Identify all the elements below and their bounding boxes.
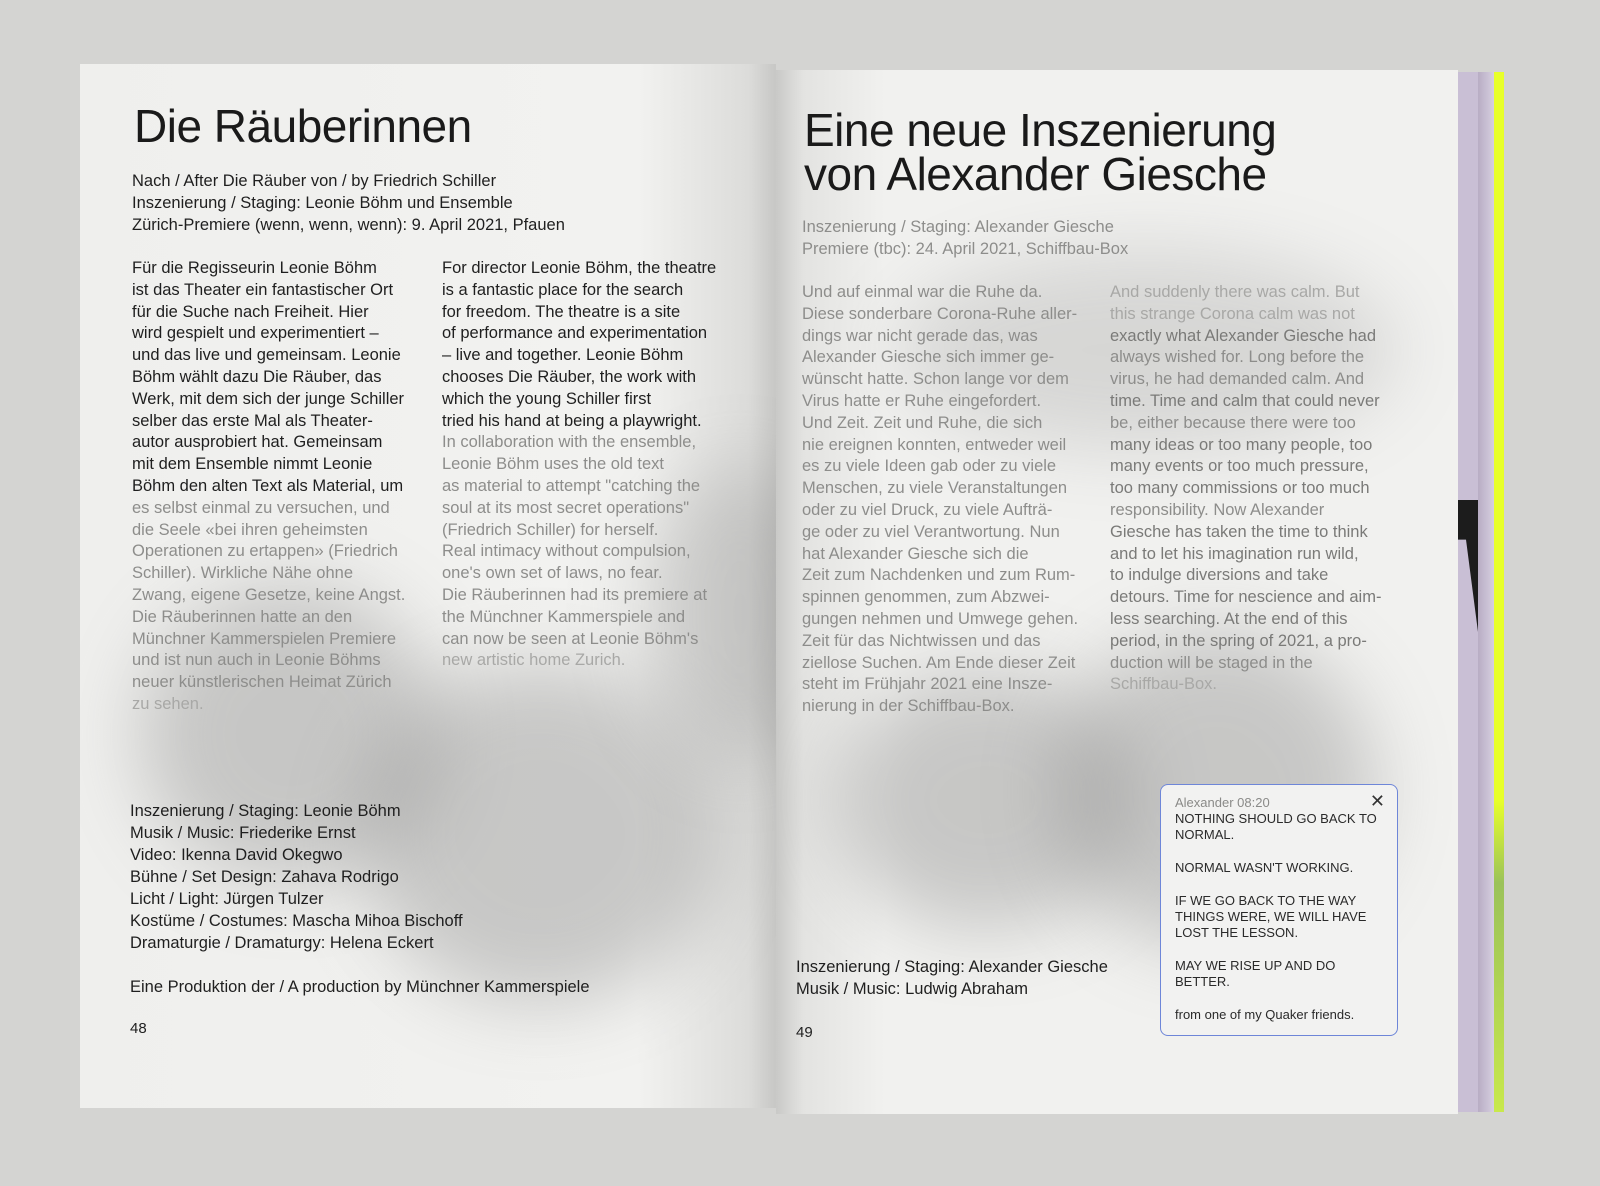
text-line: And suddenly there was calm. But: [1110, 283, 1360, 301]
meta-line: Zürich-Premiere (wenn, wenn, wenn): 9. April 2021, Pfauen: [132, 216, 565, 234]
text-line: hat Alexander Giesche sich die: [802, 544, 1029, 563]
text-line: many ideas or too many people, too: [1110, 435, 1373, 454]
sender-time: Alexander 08:20: [1175, 795, 1270, 810]
title-line: von Alexander Giesche: [804, 148, 1267, 200]
text-line: autor ausprobiert hat. Gemeinsam: [132, 433, 383, 452]
message-line: MAY WE RISE UP AND DO BETTER.: [1175, 958, 1336, 989]
credits-list: [130, 800, 463, 954]
message-source: from one of my Quaker friends.: [1175, 1007, 1355, 1022]
text-line: duction will be staged in the: [1110, 653, 1313, 672]
text-line: Alexander Giesche sich immer ge-: [802, 348, 1055, 367]
credit-line: Musik / Music: Friederike Ernst: [130, 824, 356, 842]
text-line: Und auf einmal war die Ruhe da.: [802, 283, 1043, 301]
text-line: time. Time and calm that could never: [1110, 391, 1380, 410]
text-line: can now be seen at Leonie Böhm's: [442, 629, 699, 648]
text-line: which the young Schiller first: [442, 389, 652, 408]
page-number: 49: [796, 1024, 813, 1041]
english-text-column: [442, 258, 716, 672]
text-line: oder zu viel Druck, zu viele Aufträ-: [802, 500, 1053, 519]
left-page: [80, 64, 776, 1108]
text-line: detours. Time for nescience and aim-: [1110, 588, 1382, 607]
text-line: many events or too much pressure,: [1110, 457, 1369, 476]
text-line: the Münchner Kammerspiele and: [442, 607, 686, 626]
text-line: ziellose Suchen. Am Ende dieser Zeit: [802, 653, 1076, 672]
text-line: Virus hatte er Ruhe eingefordert.: [802, 391, 1042, 410]
text-line: zu sehen.: [132, 694, 204, 713]
text-line: Böhm wählt dazu Die Räuber, das: [132, 367, 382, 386]
text-line: und das live und gemeinsam. Leonie: [132, 346, 401, 365]
text-line: nie ereignen konnten, entweder weil: [802, 435, 1067, 454]
text-line: Diese sonderbare Corona-Ruhe aller-: [802, 304, 1078, 323]
text-line: In collaboration with the ensemble,: [442, 433, 697, 452]
text-line: virus, he had demanded calm. And: [1110, 370, 1365, 389]
text-line: und ist nun auch in Leonie Böhms: [132, 651, 381, 670]
text-line: for freedom. The theatre is a site: [442, 302, 681, 321]
meta-line: Nach / After Die Räuber von / by Friedrich Schiller: [132, 172, 497, 190]
text-line: Leonie Böhm uses the old text: [442, 455, 664, 474]
meta-line: Inszenierung / Staging: Leonie Böhm und Ensemble: [132, 194, 513, 212]
text-line: dings war nicht gerade das, was: [802, 326, 1038, 345]
text-line: Werk, mit dem sich der junge Schiller: [132, 389, 405, 408]
credit-line: Musik / Music: Ludwig Abraham: [796, 980, 1029, 998]
text-line: die Seele «bei ihren geheimsten: [132, 520, 368, 539]
text-line: is a fantastic place for the search: [442, 280, 684, 299]
text-line: period, in the spring of 2021, a pro-: [1110, 631, 1367, 650]
text-line: Und Zeit. Zeit und Ruhe, die sich: [802, 413, 1043, 432]
credits-list: [796, 956, 1108, 1000]
text-line: (Friedrich Schiller) for herself.: [442, 520, 659, 539]
german-text-column: [132, 258, 405, 716]
text-line: one's own set of laws, no fear.: [442, 564, 663, 583]
text-line: wünscht hatte. Schon lange vor dem: [802, 370, 1069, 389]
credit-line: Bühne / Set Design: Zahava Rodrigo: [130, 868, 399, 886]
credit-line: Licht / Light: Jürgen Tulzer: [130, 890, 324, 908]
text-line: responsibility. Now Alexander: [1110, 500, 1325, 519]
text-line: wird gespielt und experimentiert –: [132, 324, 379, 343]
text-line: Münchner Kammerspielen Premiere: [132, 629, 397, 648]
page-title: Die Räuberinnen: [134, 100, 472, 152]
text-line: too many commissions or too much: [1110, 479, 1370, 498]
credit-line: Kostüme / Costumes: Mascha Mihoa Bischoff: [130, 912, 463, 930]
text-line: Zeit zum Nachdenken und zum Rum-: [802, 566, 1076, 585]
meta-line: Premiere (tbc): 24. April 2021, Schiffbau-Box: [802, 240, 1129, 258]
page-number: 48: [130, 1020, 147, 1037]
text-line: – live and together. Leonie Böhm: [442, 346, 684, 365]
text-line: exactly what Alexander Giesche had: [1110, 326, 1376, 345]
text-line: Die Räuberinnen hatte an den: [132, 607, 353, 626]
text-line: ge oder zu viel Verantwortung. Nun: [802, 522, 1060, 541]
german-text-column: [802, 282, 1078, 718]
close-icon[interactable]: ✕: [1369, 791, 1385, 811]
text-line: gungen nehmen und Umwege gehen.: [802, 609, 1079, 628]
credit-line: Inszenierung / Staging: Alexander Giesche: [796, 958, 1108, 976]
text-line: and to let his imagination run wild,: [1110, 544, 1359, 563]
title-line: Eine neue Inszenierung: [804, 104, 1277, 156]
text-line: spinnen genommen, zum Abzwei-: [802, 588, 1050, 607]
text-line: es zu viele Ideen gab oder zu viele: [802, 457, 1057, 476]
text-line: For director Leonie Böhm, the theatre: [442, 259, 717, 277]
message-notification[interactable]: [1160, 784, 1398, 1036]
text-line: Schiller). Wirkliche Nähe ohne: [132, 564, 354, 583]
text-line: Real intimacy without compulsion,: [442, 542, 691, 561]
text-line: new artistic home Zurich.: [442, 651, 626, 670]
text-line: neuer künstlerischen Heimat Zürich: [132, 673, 392, 692]
english-text-column: [1110, 282, 1381, 696]
text-line: nierung in der Schiffbau-Box.: [802, 697, 1015, 716]
text-line: soul at its most secret operations": [442, 498, 690, 517]
text-line: always wished for. Long before the: [1110, 348, 1365, 367]
text-line: es selbst einmal zu versuchen, und: [132, 498, 390, 517]
text-line: Böhm den alten Text als Material, um: [132, 476, 404, 495]
text-line: steht im Frühjahr 2021 eine Insze-: [802, 675, 1053, 694]
text-line: this strange Corona calm was not: [1110, 304, 1355, 323]
text-line: selber das erste Mal als Theater-: [132, 411, 373, 430]
text-line: Schiffbau-Box.: [1110, 675, 1218, 694]
production-meta: [802, 216, 1128, 260]
message-line: NORMAL WASN'T WORKING.: [1175, 860, 1354, 875]
page-title: [804, 104, 1277, 200]
text-line: to indulge diversions and take: [1110, 566, 1329, 585]
text-line: less searching. At the end of this: [1110, 609, 1348, 628]
meta-line: Inszenierung / Staging: Alexander Giesche: [802, 218, 1114, 236]
text-line: für die Suche nach Freiheit. Hier: [132, 302, 369, 321]
credit-line: Video: Ikenna David Okegwo: [130, 846, 343, 864]
credit-line: Inszenierung / Staging: Leonie Böhm: [130, 802, 401, 820]
text-line: Die Räuberinnen had its premiere at: [442, 585, 708, 604]
production-line: Eine Produktion der / A production by Münchner Kammerspiele: [130, 978, 590, 996]
text-line: as material to attempt "catching the: [442, 476, 701, 495]
text-line: be, either because there were too: [1110, 413, 1356, 432]
text-line: Zwang, eigene Gesetze, keine Angst.: [132, 585, 406, 604]
text-line: Für die Regisseurin Leonie Böhm: [132, 259, 377, 277]
text-line: of performance and experimentation: [442, 324, 708, 343]
text-line: Giesche has taken the time to think: [1110, 522, 1368, 541]
credit-line: Dramaturgie / Dramaturgy: Helena Eckert: [130, 934, 434, 952]
text-line: mit dem Ensemble nimmt Leonie: [132, 455, 373, 474]
text-line: Zeit für das Nichtwissen und das: [802, 631, 1041, 650]
text-line: tried his hand at being a playwright.: [442, 411, 702, 430]
text-line: ist das Theater ein fantastischer Ort: [132, 280, 394, 299]
text-line: chooses Die Räuber, the work with: [442, 367, 697, 386]
text-line: Menschen, zu viele Veranstaltungen: [802, 479, 1068, 498]
message-line: IF WE GO BACK TO THE WAY THINGS WERE, WE WILL HAVE LOST THE LESSON.: [1175, 893, 1367, 940]
message-line: NOTHING SHOULD GO BACK TO NORMAL.: [1175, 811, 1377, 842]
text-line: Operationen zu ertappen» (Friedrich: [132, 542, 398, 561]
production-meta: [132, 170, 565, 236]
